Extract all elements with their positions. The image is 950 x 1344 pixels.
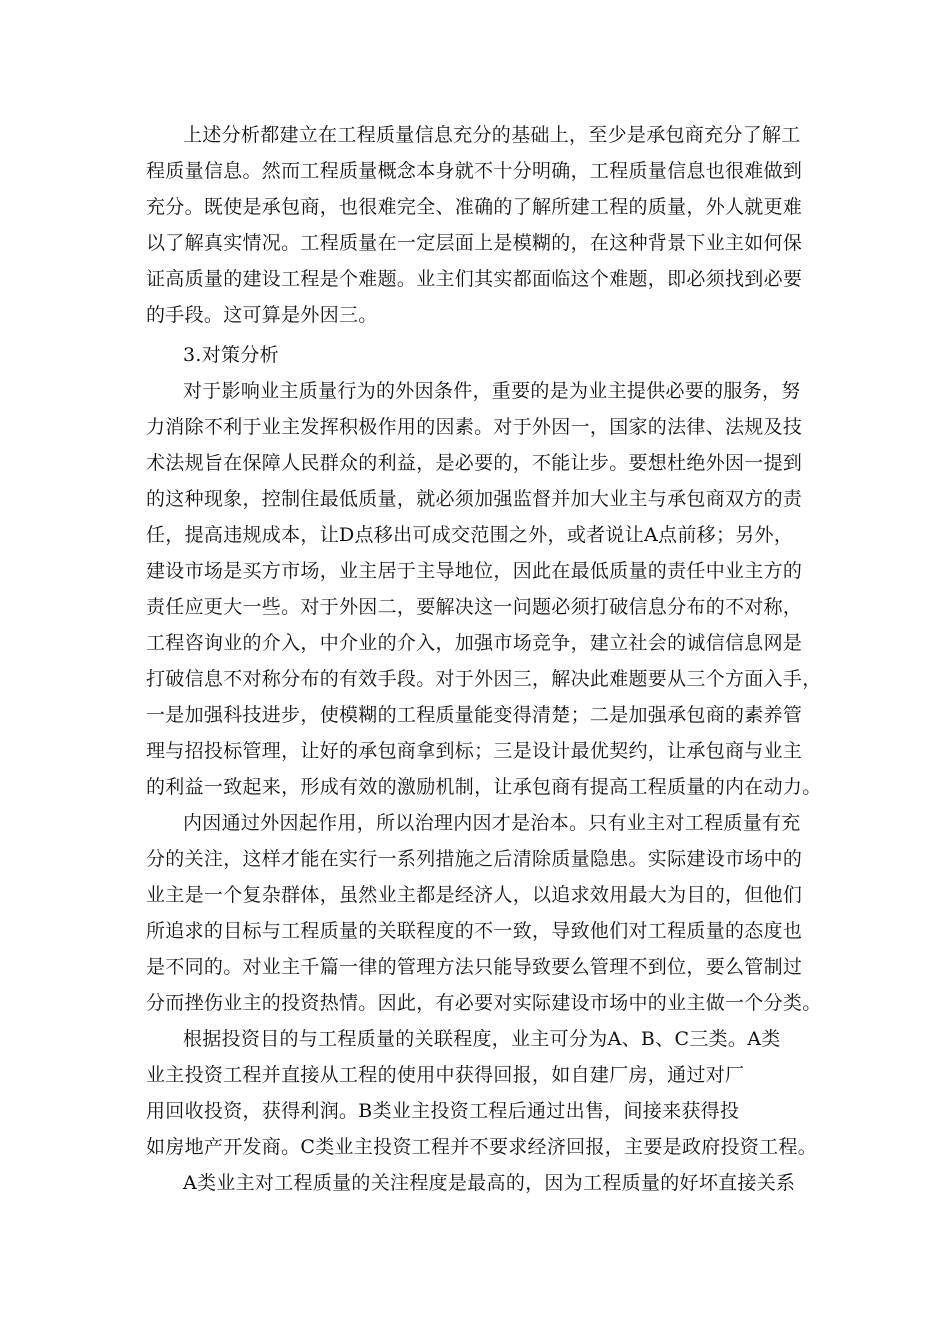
paragraph-line: 打破信息不对称分布的有效手段。对于外因三，解决此难题要从三个方面入手， <box>146 668 822 690</box>
paragraph-line: A类业主对工程质量的关注程度是最高的，因为工程质量的好坏直接关系 <box>183 1172 796 1194</box>
paragraph-line: 是不同的。对业主千篇一律的管理方法只能导致要么管理不到位，要么管制过 <box>146 956 803 978</box>
paragraph-line: 工程咨询业的介入，中介业的介入，加强市场竞争，建立社会的诚信信息网是 <box>146 632 803 654</box>
paragraph-line: 程质量信息。然而工程质量概念本身就不十分明确，工程质量信息也很难做到 <box>146 160 803 182</box>
paragraph-line: 的利益一致起来，形成有效的激励机制，让承包商有提高工程质量的内在动力。 <box>146 776 822 798</box>
paragraph-line: 一是加强科技进步，使模糊的工程质量能变得清楚；二是加强承包商的素养管 <box>146 704 803 726</box>
paragraph-line: 上述分析都建立在工程质量信息充分的基础上，至少是承包商充分了解工 <box>183 124 801 146</box>
paragraph-line: 业主是一个复杂群体，虽然业主都是经济人，以追求效用最大为目的，但他们 <box>146 884 803 906</box>
paragraph-line: 业主投资工程并直接从工程的使用中获得回报，如自建厂房，通过对厂 <box>146 1064 745 1086</box>
paragraph-line: 分的关注，这样才能在实行一系列措施之后清除质量隐患。实际建设市场中的 <box>146 848 803 870</box>
paragraph-line: 所追求的目标与工程质量的关联程度的不一致，导致他们对工程质量的态度也 <box>146 920 803 942</box>
paragraph-line: 理与招投标管理，让好的承包商拿到标；三是设计最优契约，让承包商与业主 <box>146 740 803 762</box>
paragraph-line: 责任应更大一些。对于外因二，要解决这一问题必须打破信息分布的不对称， <box>146 596 803 618</box>
paragraph-line: 对于影响业主质量行为的外因条件，重要的是为业主提供必要的服务，努 <box>183 380 801 402</box>
paragraph-line: 充分。既使是承包商，也很难完全、准确的了解所建工程的质量，外人就更难 <box>146 196 803 218</box>
paragraph-line: 的手段。这可算是外因三。 <box>146 304 378 326</box>
paragraph-line: 术法规旨在保障人民群众的利益，是必要的，不能让步。要想杜绝外因一提到 <box>146 452 803 474</box>
paragraph-line: 分而挫伤业主的投资热情。因此，有必要对实际建设市场中的业主做一个分类。 <box>146 992 822 1014</box>
paragraph-line: 内因通过外因起作用，所以治理内因才是治本。只有业主对工程质量有充 <box>183 812 801 834</box>
paragraph-line: 以了解真实情况。工程质量在一定层面上是模糊的，在这种背景下业主如何保 <box>146 232 803 254</box>
paragraph-line: 任，提高违规成本，让D点移出可成交范围之外，或者说让A点前移；另外， <box>146 524 794 546</box>
paragraph-line: 力消除不利于业主发挥积极作用的因素。对于外因一，国家的法律、法规及技 <box>146 416 803 438</box>
paragraph-line: 如房地产开发商。C类业主投资工程并不要求经济回报，主要是政府投资工程。 <box>146 1136 818 1158</box>
paragraph-line: 建设市场是买方市场，业主居于主导地位，因此在最低质量的责任中业主方的 <box>146 560 803 582</box>
paragraph-line: 的这种现象，控制住最低质量，就必须加强监督并加大业主与承包商双方的责 <box>146 488 803 510</box>
section-heading: 3.对策分析 <box>183 344 279 366</box>
paragraph-line: 证高质量的建设工程是个难题。业主们其实都面临这个难题，即必须找到必要 <box>146 268 803 290</box>
paragraph-line: 用回收投资，获得利润。B类业主投资工程后通过出售，间接来获得投 <box>146 1100 740 1122</box>
paragraph-line: 根据投资目的与工程质量的关联程度，业主可分为A、B、C三类。A类 <box>183 1028 781 1050</box>
